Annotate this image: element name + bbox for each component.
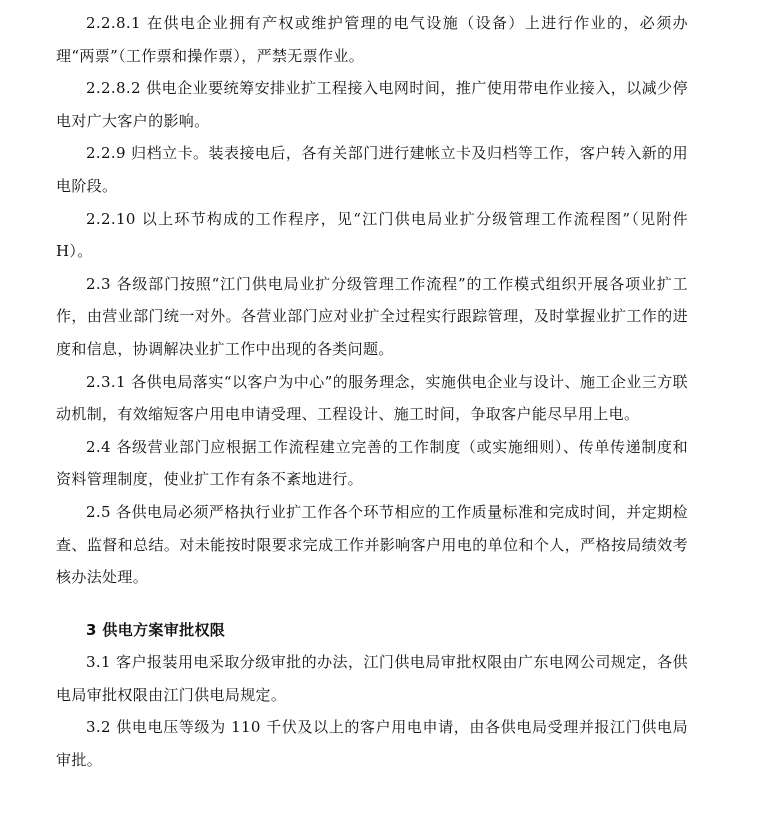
paragraph-2-2-8-1: 2.2.8.1 在供电企业拥有产权或维护管理的电气设施（设备）上进行作业的，必须办理“两票”（工作票和操作票），严禁无票作业。 <box>56 14 688 65</box>
paragraph-3-1: 3.1 客户报装用电采取分级审批的办法，江门供电局审批权限由广东电网公司规定，各供电局审批权限由江门供电局规定。 <box>56 653 688 704</box>
paragraph-2-4: 2.4 各级营业部门应根据工作流程建立完善的工作制度（或实施细则）、传单传递制度和资料管理制度，使业扩工作有条不紊地进行。 <box>56 437 688 489</box>
document-page <box>56 7 688 777</box>
paragraph-3-2: 3.2 供电电压等级为 110 千伏及以上的客户用电申请，由各供电局受理并报江门供电局审批。 <box>56 718 688 770</box>
paragraph-2-2-8-2: 2.2.8.2 供电企业要统筹安排业扩工程接入电网时间，推广使用带电作业接入，以减少停电对广大客户的影响。 <box>56 79 688 130</box>
paragraph-2-3: 2.3 各级部门按照“江门供电局业扩分级管理工作流程”的工作模式组织开展各项业扩工作，由营业部门统一对外。各营业部门应对业扩全过程实行跟踪管理，及时掌握业扩工作的进度和信息，协调解决业扩工作中出现的各类问题。 <box>56 274 688 358</box>
section-heading: 3 供电方案审批权限 <box>86 620 226 639</box>
paragraph-2-5: 2.5 各供电局必须严格执行业扩工作各个环节相应的工作质量标准和完成时间，并定期检查、监督和总结。对未能按时限要求完成工作并影响客户用电的单位和个人，严格按局绩效考核办法处理。 <box>56 502 688 587</box>
paragraph-2-2-10: 2.2.10 以上环节构成的工作程序，见“江门供电局业扩分级管理工作流程图”（见附件 H）。 <box>56 209 688 261</box>
paragraph-2-3-1: 2.3.1 各供电局落实“以客户为中心”的服务理念，实施供电企业与设计、施工企业三方联动机制，有效缩短客户用电申请受理、工程设计、施工时间，争取客户能尽早用上电。 <box>56 372 688 424</box>
paragraph-2-2-9: 2.2.9 归档立卡。装表接电后，各有关部门进行建帐立卡及归档等工作，客户转入新的用电阶段。 <box>56 144 688 195</box>
